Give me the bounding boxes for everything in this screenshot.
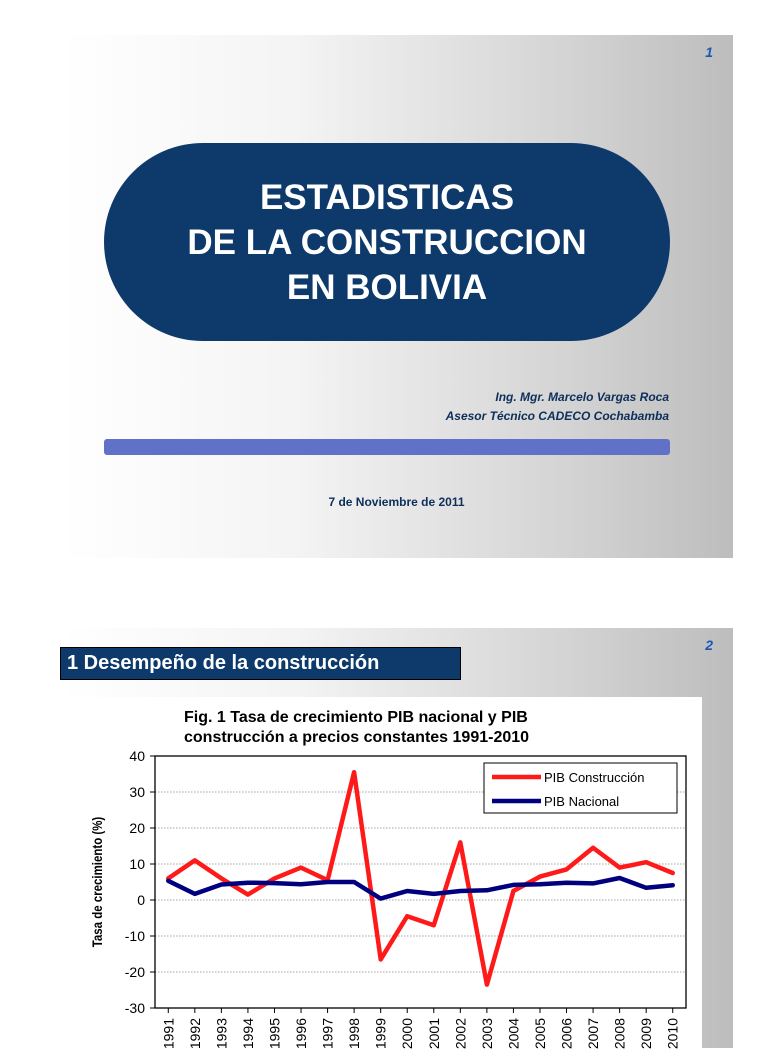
data-point: [618, 876, 622, 880]
chart-panel: [60, 697, 702, 1057]
x-tick-label: 2001: [425, 1018, 442, 1050]
data-point: [246, 893, 250, 897]
title-line-2: DE LA CONSTRUCCION: [187, 222, 587, 262]
legend-label: PIB Construcción: [544, 770, 645, 785]
x-tick-label: 2003: [478, 1018, 495, 1050]
y-tick-label: -30: [124, 1000, 145, 1016]
data-point: [565, 867, 569, 871]
y-tick-label: -20: [124, 964, 145, 980]
data-point: [591, 846, 595, 850]
title-line-3: EN BOLIVIA: [286, 267, 488, 307]
data-point: [485, 888, 489, 892]
x-tick-label: 1991: [160, 1018, 177, 1050]
data-point: [246, 881, 250, 885]
data-point: [193, 892, 197, 896]
data-point: [432, 892, 436, 896]
data-point: [166, 879, 170, 883]
data-point: [379, 897, 383, 901]
data-point: [591, 881, 595, 885]
data-point: [432, 923, 436, 927]
x-tick-label: 1999: [372, 1018, 389, 1050]
x-tick-label: 1996: [293, 1018, 310, 1050]
data-point: [405, 889, 409, 893]
data-point: [458, 889, 462, 893]
data-point: [219, 883, 223, 887]
data-point: [219, 876, 223, 880]
x-tick-label: 1993: [213, 1018, 230, 1050]
chart-slide: [60, 628, 733, 1048]
title-line-1: ESTADISTICAS: [259, 177, 515, 217]
x-tick-label: 1997: [319, 1018, 336, 1050]
data-point: [671, 871, 675, 875]
y-axis-label: Tasa de crecimiento (%): [88, 816, 106, 948]
y-tick-label: -10: [124, 928, 145, 944]
y-tick-label: 30: [129, 784, 145, 800]
data-point: [538, 875, 542, 879]
x-tick-label: 2002: [452, 1018, 469, 1050]
chart-title: Fig. 1 Tasa de crecimiento PIB nacional y PIB construcción a precios constantes 1991-2010: [184, 709, 530, 746]
data-point: [272, 876, 276, 880]
x-tick-label: 1992: [186, 1018, 203, 1050]
title-banner: [104, 143, 670, 341]
x-tick-label: 1995: [266, 1018, 283, 1050]
data-point: [644, 886, 648, 890]
data-point: [326, 880, 330, 884]
slide-number: 1: [705, 44, 713, 60]
x-tick-label: 2008: [611, 1018, 628, 1050]
data-point: [644, 860, 648, 864]
series-line: [168, 878, 672, 899]
data-point: [565, 881, 569, 885]
x-tick-label: 2007: [585, 1018, 602, 1050]
x-tick-label: 1994: [239, 1018, 256, 1050]
author-name: Ing. Mgr. Marcelo Vargas Roca: [495, 390, 669, 404]
y-tick-label: 20: [129, 820, 145, 836]
y-tick-label: 0: [137, 892, 145, 908]
x-tick-label: 1998: [346, 1018, 363, 1050]
data-point: [458, 840, 462, 844]
title-slide: [60, 35, 733, 558]
data-point: [352, 880, 356, 884]
section-title: 1 Desempeño de la construcción: [60, 647, 461, 680]
data-point: [272, 881, 276, 885]
slide-number: 2: [705, 637, 713, 653]
data-point: [299, 866, 303, 870]
x-tick-label: 2000: [399, 1018, 416, 1050]
data-point: [671, 883, 675, 887]
data-point: [352, 770, 356, 774]
presentation-date: 7 de Noviembre de 2011: [328, 495, 465, 509]
legend-label: PIB Nacional: [544, 794, 620, 809]
divider-bar: [104, 439, 670, 455]
x-tick-label: 2005: [531, 1018, 548, 1050]
data-point: [379, 957, 383, 961]
line-chart: [60, 697, 702, 1057]
x-tick-label: 2009: [638, 1018, 655, 1050]
data-point: [511, 889, 515, 893]
author-block: [446, 388, 669, 426]
data-point: [193, 858, 197, 862]
x-tick-label: 2006: [558, 1018, 575, 1050]
data-point: [485, 983, 489, 987]
data-point: [405, 914, 409, 918]
x-tick-label: 2010: [664, 1018, 681, 1050]
author-position: Asesor Técnico CADECO Cochabamba: [445, 409, 669, 423]
x-tick-label: 2004: [505, 1018, 522, 1050]
data-point: [618, 866, 622, 870]
y-tick-label: 10: [129, 856, 145, 872]
data-point: [511, 883, 515, 887]
y-tick-label: 40: [129, 748, 145, 764]
data-point: [299, 882, 303, 886]
data-point: [538, 882, 542, 886]
